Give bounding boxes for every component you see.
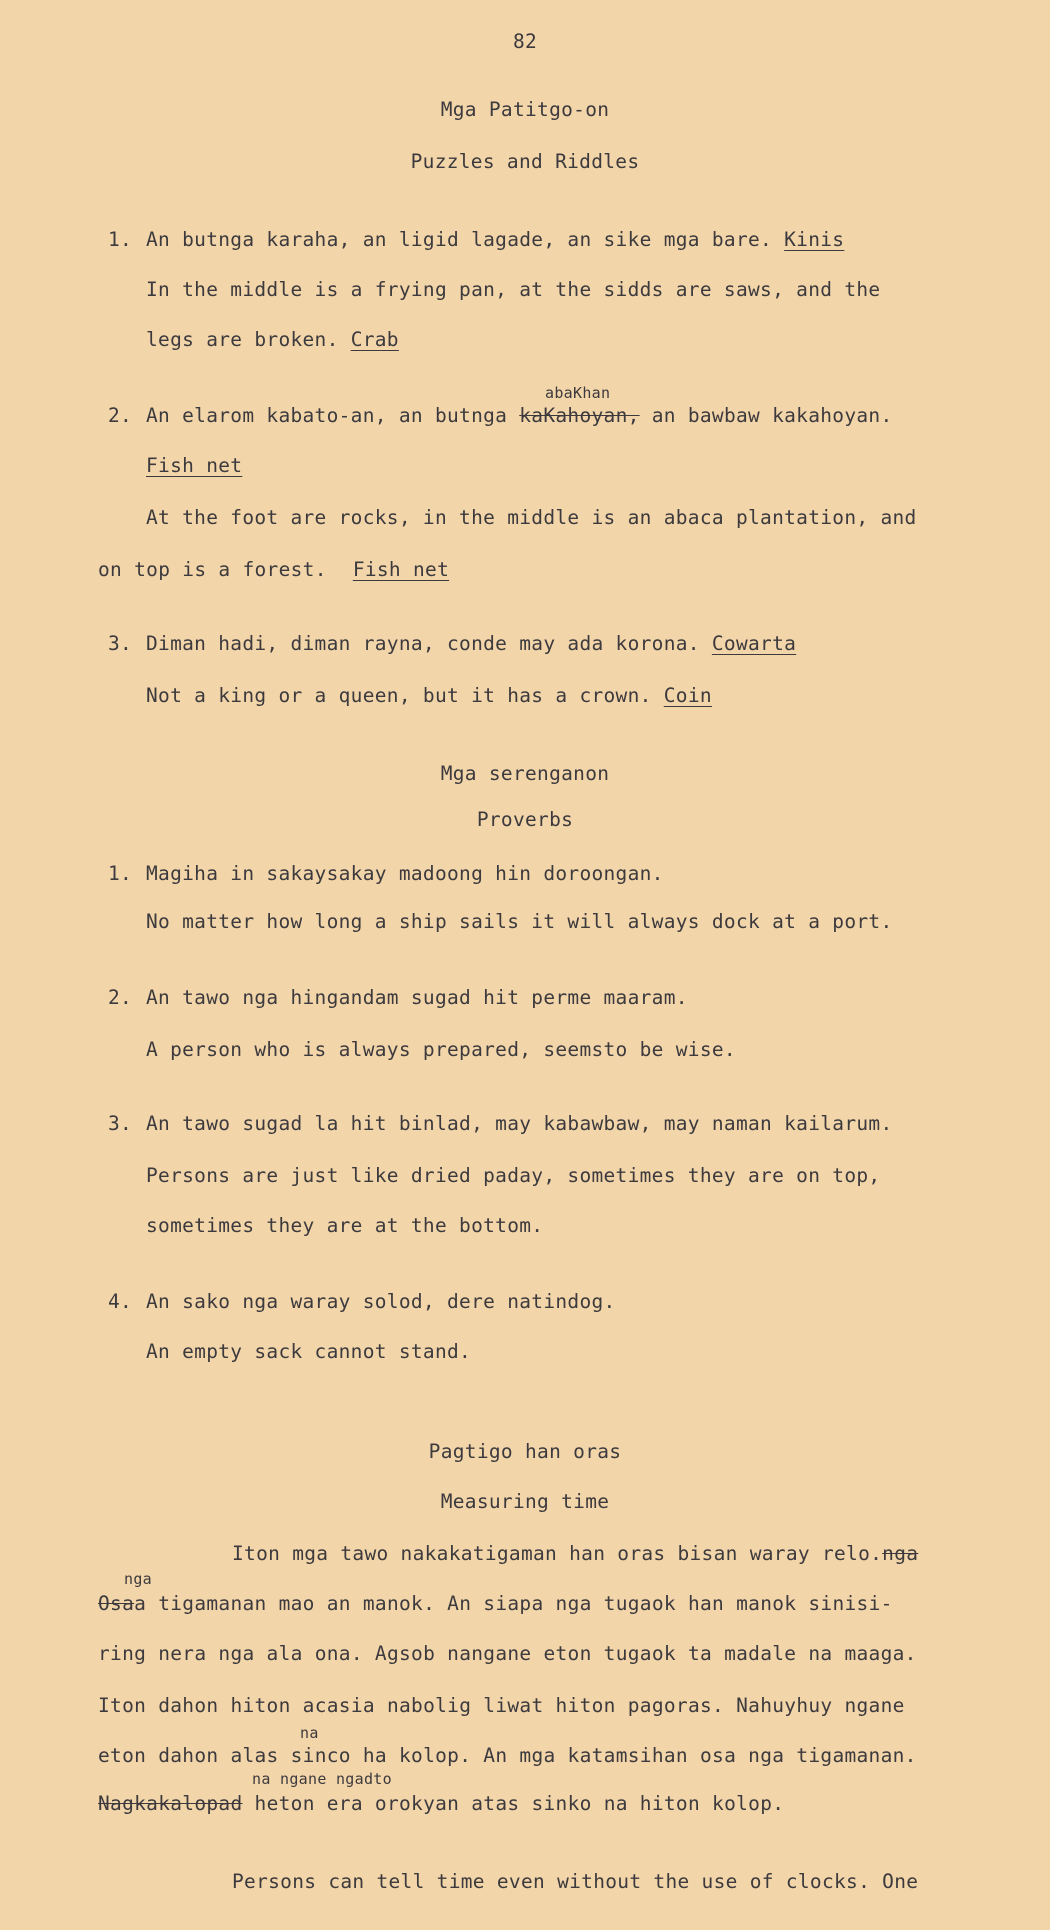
proverb-2-number: 2. <box>108 986 133 1009</box>
riddle-2-english-answer: Fish net <box>352 558 450 581</box>
time-paragraph-line-3: ring nera nga ala ona. Agsob nangane eton tugaok ta madale na maaga. <box>98 1642 917 1665</box>
riddle-2-struck-word: kaKahoyan, <box>519 404 640 427</box>
riddle-3-native-answer: Cowarta <box>711 632 797 655</box>
riddle-1-english-text: legs are broken. <box>146 328 339 351</box>
time-english-line: Persons can tell time even without the use of clocks. One <box>232 1870 919 1893</box>
proverb-4-native: An sako nga waray solod, dere natindog. <box>146 1290 616 1313</box>
riddle-2-english-line-2 <box>98 558 449 581</box>
riddle-1-english-line-1: In the middle is a frying pan, at the sidds are saws, and the <box>146 278 881 301</box>
riddle-1-english-line-2 <box>146 328 399 351</box>
riddle-3-native <box>146 632 796 655</box>
riddle-2-handwritten-insert: abaKhan <box>545 384 611 402</box>
proverb-3-native: An tawo sugad la hit binlad, may kabawbaw, may naman kailarum. <box>146 1112 893 1135</box>
riddle-3-native-text: Diman hadi, diman rayna, conde may ada korona. <box>146 632 700 655</box>
proverb-3-english-line-1: Persons are just like dried paday, sometimes they are on top, <box>146 1164 881 1187</box>
time-line-1-struck: nga <box>882 1542 919 1565</box>
riddle-3-english-answer: Coin <box>663 684 712 707</box>
proverb-2-native: An tawo nga hingandam sugad hit perme maaram. <box>146 986 688 1009</box>
riddle-2-number: 2. <box>108 404 133 427</box>
time-paragraph-line-1 <box>232 1542 918 1565</box>
proverb-4-english: An empty sack cannot stand. <box>146 1340 472 1363</box>
proverb-1-native: Magiha in sakaysakay madoong hin doroongan. <box>146 862 664 885</box>
proverb-3-english-line-2: sometimes they are at the bottom. <box>146 1214 544 1237</box>
riddle-2-native-text-b: an bawbaw kakahoyan. <box>651 404 893 427</box>
time-line-2-handwritten-insert: nga <box>124 1570 152 1588</box>
time-line-1-text: Iton mga tawo nakakatigaman han oras bisan waray relo. <box>232 1542 883 1565</box>
riddle-2-english-text: on top is a forest. <box>98 558 327 581</box>
time-paragraph-line-4: Iton dahon hiton acasia nabolig liwat hiton pagoras. Nahuyhuy ngane <box>98 1694 905 1717</box>
riddle-2-native-answer: Fish net <box>146 454 243 477</box>
riddle-2-native <box>146 404 893 427</box>
section-title-riddles-native: Mga Patitgo-on <box>440 98 610 121</box>
time-paragraph-line-5: eton dahon alas sinco ha kolop. An mga katamsihan osa nga tigamanan. <box>98 1744 917 1767</box>
time-line-6-text: heton era orokyan atas sinko na hiton kolop. <box>254 1792 785 1815</box>
riddle-1-native <box>146 228 844 251</box>
proverb-4-number: 4. <box>108 1290 133 1313</box>
riddle-2-native-text-a: An elarom kabato-an, an butnga <box>146 404 508 427</box>
time-line-6-struck: Nagkakalopad <box>98 1792 243 1815</box>
time-paragraph-line-2 <box>98 1592 893 1615</box>
riddle-1-native-answer: Kinis <box>784 228 845 251</box>
riddle-3-english-text: Not a king or a queen, but it has a crown. <box>146 684 652 707</box>
time-line-6-handwritten-insert: na ngane ngadto <box>252 1770 392 1788</box>
section-title-proverbs-native: Mga serenganon <box>440 762 610 785</box>
section-title-time-english: Measuring time <box>440 1490 610 1513</box>
riddle-1-native-text: An butnga karaha, an ligid lagade, an sike mga bare. <box>146 228 773 251</box>
time-paragraph-line-6 <box>98 1792 784 1815</box>
proverb-1-english: No matter how long a ship sails it will always dock at a port. <box>146 910 893 933</box>
page-number: 82 <box>512 30 538 53</box>
time-line-2-text: a tigamanan mao an manok. An siapa nga tugaok han manok sinisi- <box>134 1592 893 1615</box>
proverb-3-number: 3. <box>108 1112 133 1135</box>
section-title-time-native: Pagtigo han oras <box>428 1440 622 1463</box>
section-title-proverbs-english: Proverbs <box>476 808 574 831</box>
section-title-riddles-english: Puzzles and Riddles <box>410 150 640 173</box>
proverb-2-english: A person who is always prepared, seemsto be wise. <box>146 1038 736 1061</box>
riddle-3-english <box>146 684 712 707</box>
riddle-2-english-line-1: At the foot are rocks, in the middle is an abaca plantation, and <box>146 506 917 529</box>
riddle-1-english-answer: Crab <box>350 328 399 351</box>
time-line-2-struck: Osa <box>98 1592 135 1615</box>
proverb-1-number: 1. <box>108 862 133 885</box>
riddle-1-number: 1. <box>108 228 133 251</box>
riddle-3-number: 3. <box>108 632 133 655</box>
time-line-5-handwritten-insert: na <box>300 1724 319 1742</box>
